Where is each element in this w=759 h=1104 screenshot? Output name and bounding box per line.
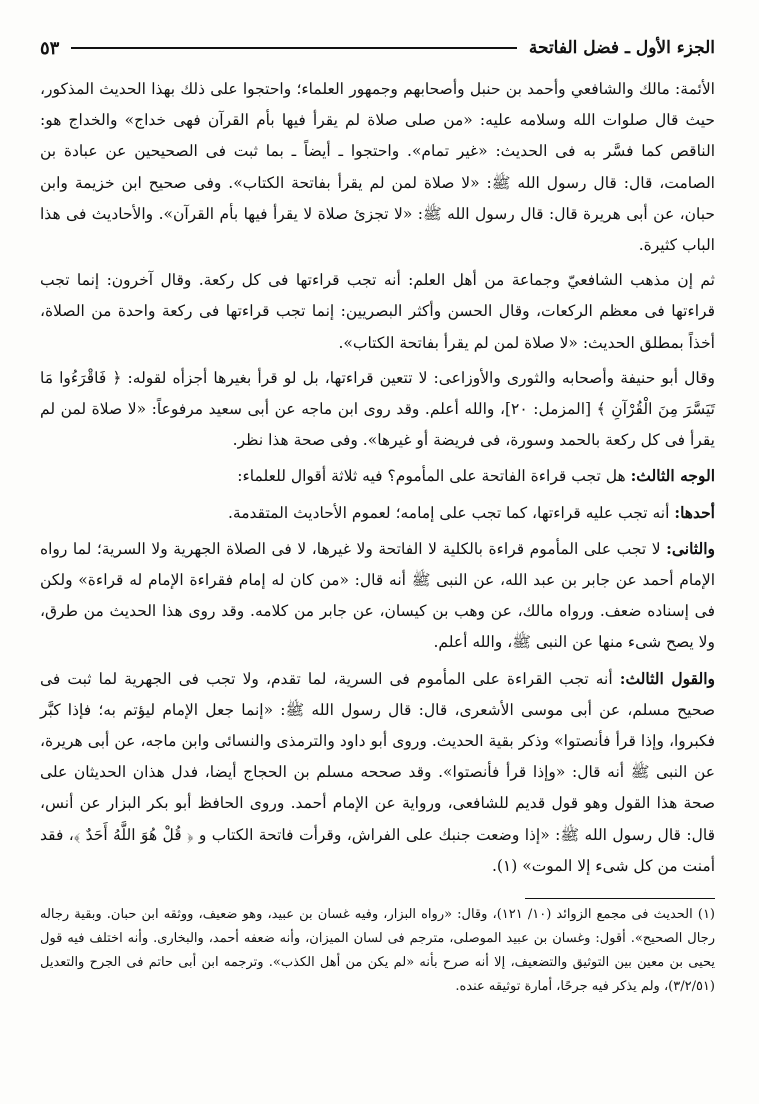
page-body [40,74,715,999]
paragraph-text: وقال أبو حنيفة وأصحابه والثورى والأوزاعى: لا تتعين قراءتها، بل لو قرأ بغيرها أجزأه لقوله: ﴿ فَاقْرَءُوا مَا تَيَسَّرَ مِنَ الْقُرْآنِ ﴾ [المزمل: ٢٠]، والله أعلم. وقد روى ابن ماجه عن أبى سعيد مرفوعاً: «لا صلاة لمن لم يقرأ فى كل ركعة بالحمد وسورة، فى فريضة أو غيرها». وفى صحة هذا نظر. [40,368,715,450]
footnote-separator [525,898,715,899]
running-header [40,28,715,68]
paragraph [40,363,715,457]
paragraph [40,497,715,529]
header-rule [71,47,517,49]
paragraph [40,74,715,261]
paragraph-text: هل تجب قراءة الفاتحة على المأموم؟ فيه ثلاثة أقوال للعلماء: [237,467,631,486]
footnote: (١) الحديث فى مجمع الزوائد (١٠/ ١٢١)، وقال: «رواه البزار، وفيه غسان بن عبيد، وهو ضعيف، ووثقه ابن حبان. وبقية رجاله رجال الصحيح». أقول: وغسان بن عبيد الموصلى، مترجم فى لسان الميزان، وأنه ضعفه أحمد، والبخارى. وأنه اختلف فيه قول يحيى بن معين بين التوثيق والتضعيف، إلا أنه صرح بأنه «لم يكن من أهل الكذب». وترجمه ابن أبى حاتم فى الجرح والتعديل (٣/٢/٥١)، ولم يذكر فيه جرحًا، أمارة توثيقه عنده. [40,907,715,995]
paragraph-text: لا تجب على المأموم قراءة بالكلية لا الفاتحة ولا غيرها، لا فى الصلاة الجهرية ولا السرية؛ لما رواه الإمام أحمد عن جابر بن عبد الله، عن النبى ﷺ أنه قال: «من كان له إمام فقراءة الإمام له قراءة» ولكن فى إسناده ضعف. ورواه مالك، عن وهب بن كيسان، عن جابر من كلامه. وقد روى هذا الحديث من طرق، ولا يصح شىء منها عن النبى ﷺ، والله أعلم. [40,539,715,652]
paragraph-text: ثم إن مذهب الشافعيّ وجماعة من أهل العلم: أنه تجب قراءتها فى كل ركعة. وقال آخرون: إنما تجب قراءتها فى معظم الركعات، وقال الحسن وأكثر البصريين: إنما تجب قراءتها فى ركعة واحدة من الصلاة، أخذاً بمطلق الحديث: «لا صلاة لمن لم يقرأ بفاتحة الكتاب». [40,271,715,352]
paragraph-text: أنه تجب القراءة على المأموم فى السرية، لما تقدم، ولا تجب فى الجهرية لما ثبت فى صحيح مسلم، عن أبى موسى الأشعرى، قال: قال رسول الله ﷺ: «إنما جعل الإمام ليؤتم به؛ فإذا كبَّر فكبروا، وإذا قرأ فأنصتوا» وذكر بقية الحديث. وروى أبو داود والترمذى والنسائى وابن ماجه، عن أبى هريرة، عن النبى ﷺ أنه قال: «وإذا قرأ فأنصتوا». وقد صححه مسلم بن الحجاج أيضا، فدل هذان الحديثان على صحة هذا القول وهو قول قديم للشافعى، ورواية عن الإمام أحمد. وروى الحافظ أبو بكر البزار عن أنس، قال: قال رسول الله ﷺ: «إذا وضعت جنبك على الفراش، وقرأت فاتحة الكتاب و ﴿ قُلْ هُوَ اللَّهُ أَحَدٌ ﴾، فقد أمنت من كل شىء إلا الموت» (١). [40,669,715,875]
paragraph [40,265,715,359]
running-title: الجزء الأول ـ فضل الفاتحة [528,38,715,58]
page-number: ٥٣ [40,37,60,59]
paragraph [40,533,715,659]
paragraph [40,663,715,882]
paragraph-lead: والقول الثالث: [619,668,715,688]
paragraph [40,460,715,492]
paragraph-text: الأئمة: مالك والشافعي وأحمد بن حنبل وأصحابهم وجمهور العلماء؛ واحتجوا على ذلك بهذا الحديث المذكور، حيث قال صلوات الله وسلامه عليه: «من صلى صلاة لم يقرأ فيها بأم القرآن فهى خداج» والخداج هو: الناقص كما فسَّر به فى الحديث: «غير تمام». واحتجوا ـ أيضاً ـ بما ثبت فى الصحيحين عن عبادة بن الصامت، قال: قال رسول الله ﷺ: «لا صلاة لمن لم يقرأ بفاتحة الكتاب». وفى صحيح ابن خزيمة وابن حبان، عن أبى هريرة قال: قال رسول الله ﷺ: «لا تجزئ صلاة لا يقرأ فيها بأم القرآن». والأحاديث فى هذا الباب كثيرة. [40,80,715,255]
paragraph-lead: الوجه الثالث: [630,466,715,486]
paragraph-lead: أحدها: [674,502,715,522]
paragraph-text: أنه تجب عليه قراءتها، كما تجب على إمامه؛ لعموم الأحاديث المتقدمة. [227,503,675,522]
paragraph-lead: والثانى: [666,538,715,558]
